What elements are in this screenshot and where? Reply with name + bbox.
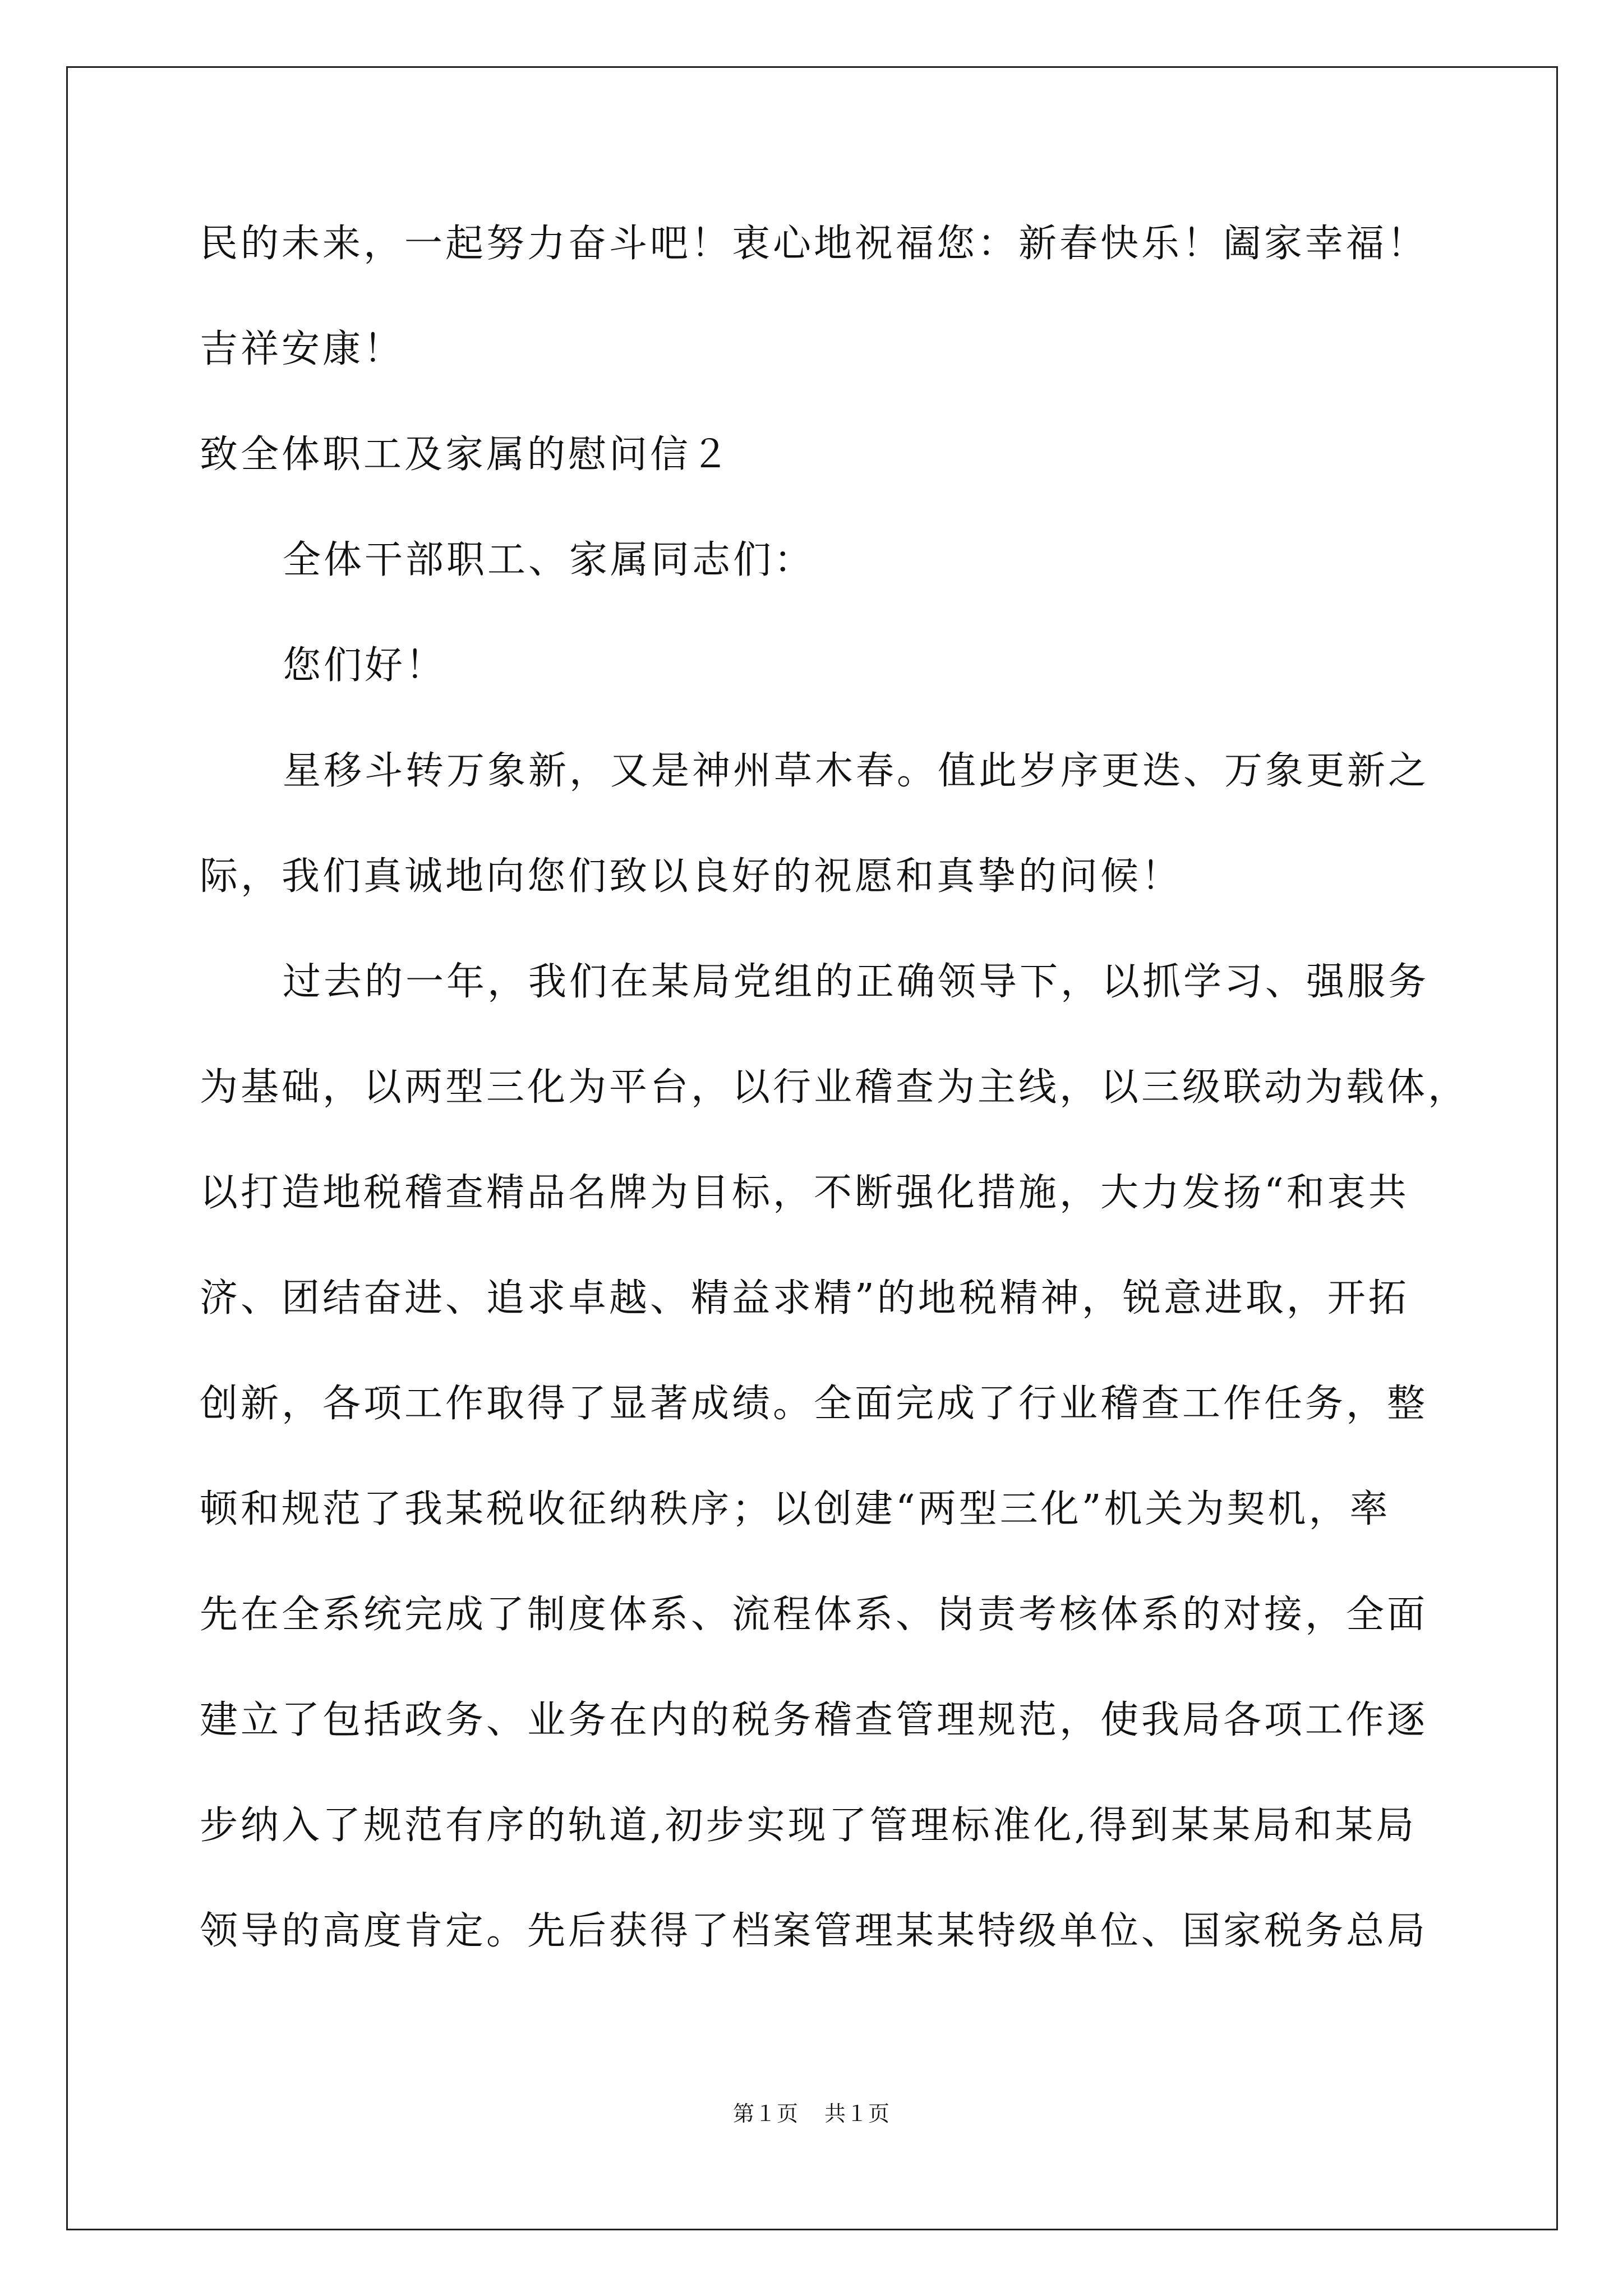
greeting: 您们好！ [283, 643, 447, 688]
paragraph-2-line-1: 过去的一年，我们在某局党组的正确领导下，以抓学习、强服务 [283, 960, 1430, 1004]
paragraph-2-line-3: 以打造地税稽查精品名牌为目标，不断强化措施，大力发扬“和衷共 [200, 1171, 1409, 1215]
paragraph-1-line-1: 星移斗转万象新，又是神州草木春。值此岁序更迭、万象更新之 [283, 749, 1430, 793]
paragraph-2-line-6: 顿和规范了我某税收征纳秩序；以创建“两型三化”机关为契机，率 [200, 1487, 1391, 1531]
paragraph-2-line-4: 济、团结奋进、追求卓越、精益求精”的地税精神，锐意进取，开拓 [200, 1276, 1409, 1320]
page-total: 共１页 [824, 2101, 891, 2126]
body-line-1: 民的未来，一起努力奋斗吧！衷心地祝福您：新春快乐！阖家幸福！ [200, 222, 1428, 266]
paragraph-2-line-10: 领导的高度肯定。先后获得了档案管理某某特级单位、国家税务总局 [200, 1909, 1428, 1953]
body-line-2: 吉祥安康！ [200, 327, 405, 371]
paragraph-1-line-2: 际，我们真诚地向您们致以良好的祝愿和真挚的问候！ [200, 854, 1183, 899]
letter-title: 致全体职工及家属的慰问信２ [200, 432, 732, 477]
paragraph-2-line-5: 创新，各项工作取得了显著成绩。全面完成了行业稽查工作任务，整 [200, 1382, 1428, 1426]
salutation: 全体干部职工、家属同志们： [283, 538, 815, 582]
paragraph-2-line-9: 步纳入了规范有序的轨道,初步实现了管理标准化,得到某某局和某局 [200, 1803, 1417, 1848]
page-number: 第１页 [732, 2101, 799, 2126]
paragraph-2-line-8: 建立了包括政务、业务在内的税务稽查管理规范，使我局各项工作逐 [200, 1698, 1428, 1742]
paragraph-2-line-2: 为基础，以两型三化为平台，以行业稽查为主线，以三级联动为载体， [200, 1065, 1469, 1110]
paragraph-2-line-7: 先在全系统完成了制度体系、流程体系、岗责考核体系的对接，全面 [200, 1593, 1428, 1637]
page-footer [0, 2097, 1623, 2131]
